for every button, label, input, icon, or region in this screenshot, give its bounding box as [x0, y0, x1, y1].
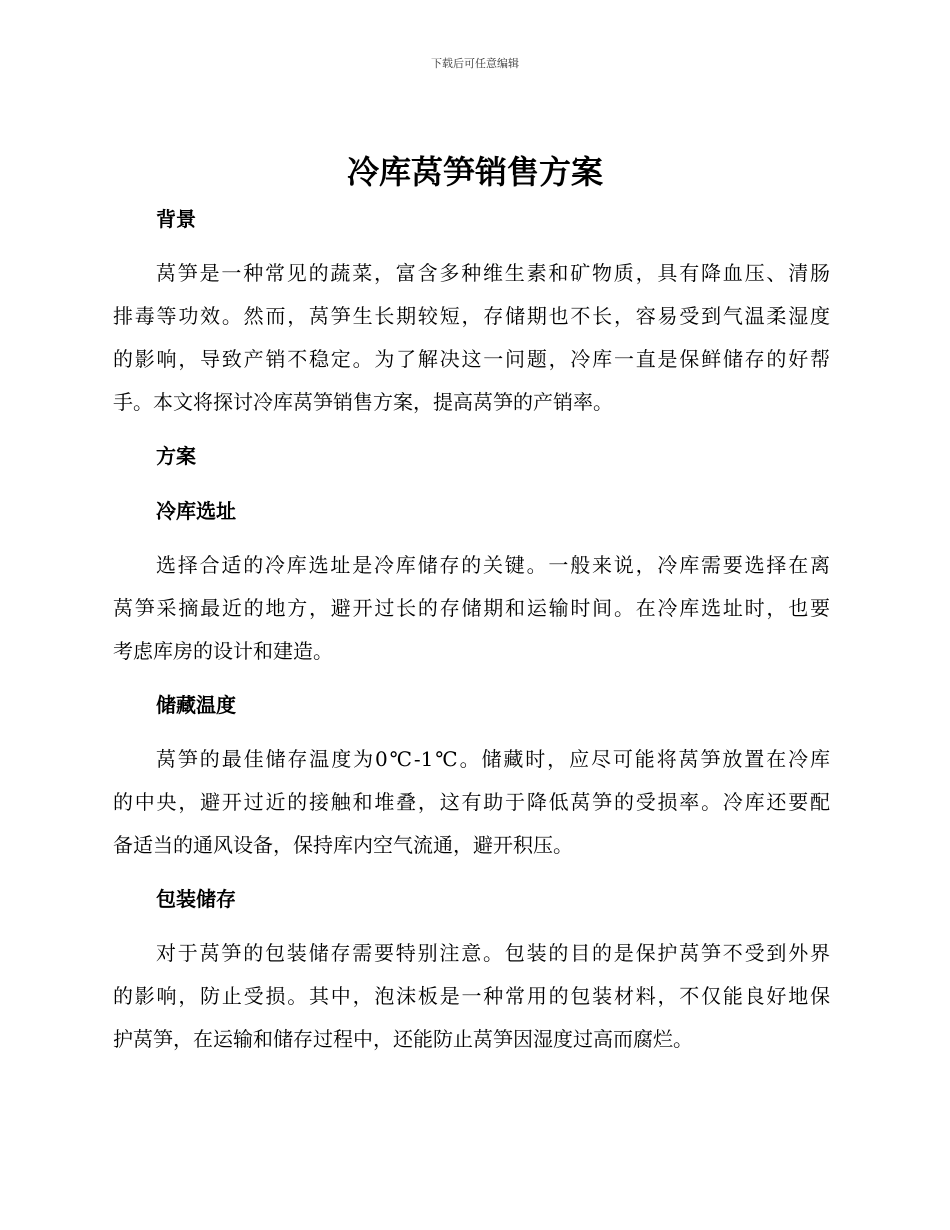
section-heading-background: 背景: [156, 207, 196, 231]
paragraph-line: 备适当的通风设备，保持库内空气流通，避开积压。: [113, 833, 573, 857]
paragraph-line: 排毒等功效。然而，莴笋生长期较短，存储期也不长，容易受到气温柔湿度: [113, 304, 830, 328]
section-heading-plan: 方案: [156, 444, 196, 468]
paragraph-line: 莴笋的最佳储存温度为0℃-1℃。储藏时，应尽可能将莴笋放置在冷库: [156, 747, 830, 771]
paragraph-line: 手。本文将探讨冷库莴笋销售方案，提高莴笋的产销率。: [113, 390, 613, 414]
paragraph-line: 选择合适的冷库选址是冷库储存的关键。一般来说，冷库需要选择在离: [156, 553, 830, 577]
page-header-note: 下载后可任意编辑: [431, 57, 519, 70]
paragraph-line: 莴笋是一种常见的蔬菜，富含多种维生素和矿物质，具有降血压、清肠: [156, 261, 830, 285]
paragraph-line: 的中央，避开过近的接触和堆叠，这有助于降低莴笋的受损率。冷库还要配: [113, 790, 830, 814]
section-heading-site-selection: 冷库选址: [156, 499, 236, 523]
paragraph-packaging-storage: [113, 932, 830, 1061]
section-heading-storage-temperature: 储藏温度: [156, 693, 236, 717]
paragraph-site-selection: [113, 544, 830, 673]
paragraph-line: 的影响，防止受损。其中，泡沫板是一种常用的包装材料，不仅能良好地保: [113, 984, 830, 1008]
section-heading-packaging-storage: 包装储存: [156, 887, 236, 911]
paragraph-line: 考虑库房的设计和建造。: [113, 639, 333, 663]
paragraph-line: 对于莴笋的包装储存需要特别注意。包装的目的是保护莴笋不受到外界: [156, 941, 830, 965]
paragraph-line: 的影响，导致产销不稳定。为了解决这一问题，冷库一直是保鲜储存的好帮: [113, 347, 830, 371]
paragraph-background: [113, 252, 830, 424]
document-title: 冷库莴笋销售方案: [346, 153, 603, 191]
paragraph-storage-temperature: [113, 738, 830, 867]
paragraph-line: 护莴笋，在运输和储存过程中，还能防止莴笋因湿度过高而腐烂。: [113, 1027, 693, 1051]
paragraph-line: 莴笋采摘最近的地方，避开过长的存储期和运输时间。在冷库选址时，也要: [113, 596, 830, 620]
